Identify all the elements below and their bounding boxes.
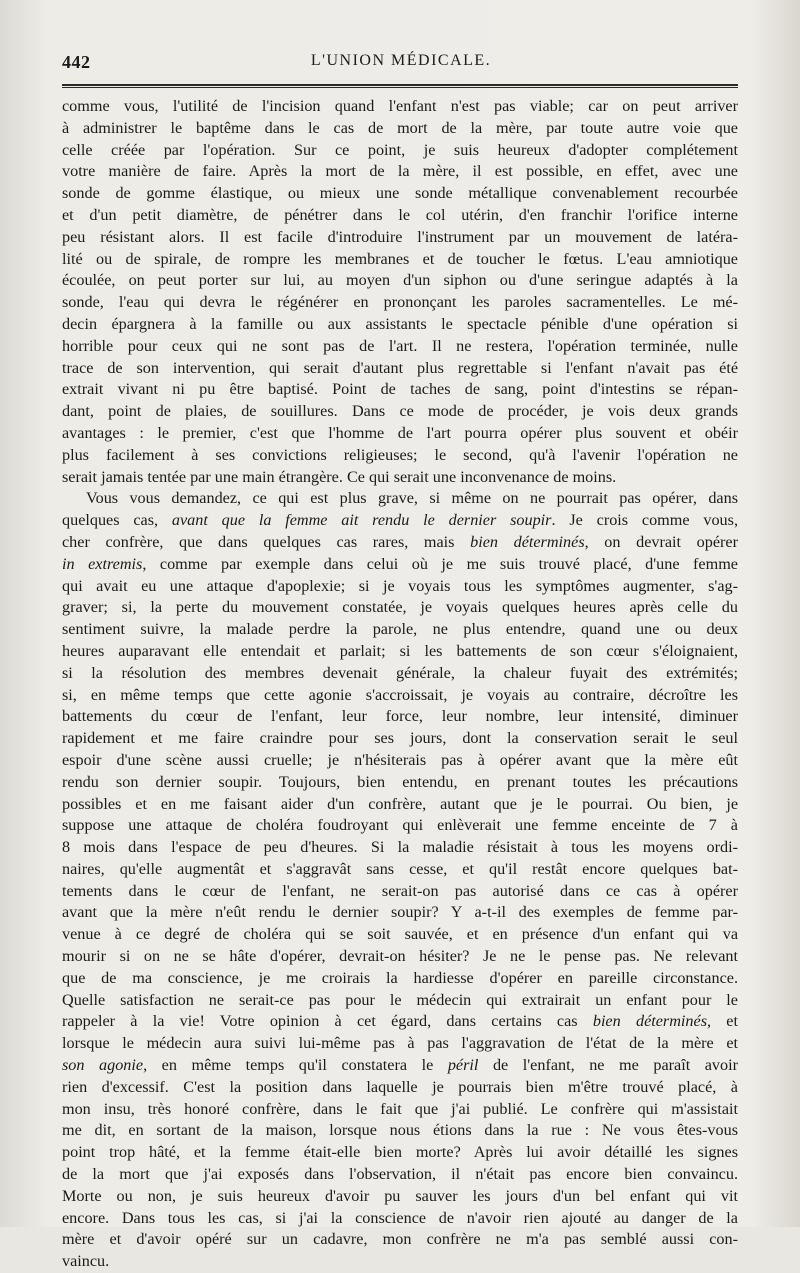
- header-rule: [62, 84, 738, 88]
- text-line: suppose une attaque de choléra foudroyant qui enlèverait une femme enceinte de 7 à: [62, 816, 738, 835]
- text-line: Quelle satisfaction ne serait-ce pas pour le médecin qui extrairait un enfant pour le: [62, 990, 738, 1009]
- text-line: rendu son dernier soupir. Toujours, bien entendu, en prenant toutes les précautions: [62, 772, 738, 791]
- text-line: écoulée, on peut porter sur lui, au moyen d'un siphon ou d'une seringue adaptés à la: [62, 271, 738, 290]
- text-line: mère et d'avoir opéré sur un cadavre, mon confrère ne m'a pas semblé aussi con-: [62, 1230, 738, 1249]
- text-line: que de ma conscience, je me croirais la hardiesse d'opérer en pareille circonstance.: [62, 968, 738, 987]
- text-line: battements du cœur de l'enfant, leur force, leur nombre, leur intensité, diminuer: [62, 707, 738, 726]
- text-line: trace de son intervention, qui serait d'autant plus regrettable si l'enfant n'avait pas été: [62, 358, 738, 377]
- text-line: à administrer le baptême dans le cas de mort de la mère, par toute autre voie que: [62, 118, 738, 137]
- text-line: rapidement et me faire craindre pour ses jours, dont la conservation serait le seul: [62, 729, 738, 748]
- text-line: horrible pour ceux qui ne sont pas de l'art. Il ne restera, l'opération terminée, nulle: [62, 336, 738, 355]
- text-line: extrait vivant ni pu être baptisé. Point de taches de sang, point d'intestins se répan-: [62, 380, 738, 399]
- running-title: L'UNION MÉDICALE.: [310, 52, 492, 69]
- text-line: naires, qu'elle augmentât et s'aggravât sans cesse, et qu'il restât encore quelques bat-: [62, 859, 738, 878]
- text-line: avant que la mère n'eût rendu le dernier soupir? Y a-t-il des exemples de femme par-: [62, 903, 738, 922]
- text-line: me dit, en sortant de la maison, lorsque nous étions dans la rue : Ne vous êtes-vous: [62, 1121, 738, 1140]
- text-line: son agonie, en même temps qu'il constatera le péril de l'enfant, ne me paraît avoir: [62, 1056, 738, 1075]
- text-line: de la mort que j'ai exposés dans l'observation, il n'était pas encore bien convaincu.: [62, 1165, 738, 1184]
- text-line: vaincu.: [62, 1252, 110, 1271]
- text-line: avantages : le premier, c'est que l'homme de l'art pourra opérer plus souvent et obéir: [62, 423, 738, 442]
- text-line: quelques cas, avant que la femme ait rendu le dernier soupir. Je crois comme vous,: [62, 511, 738, 530]
- text-line: encore. Dans tous les cas, si j'ai la conscience de n'avoir rien ajouté au danger de la: [62, 1208, 738, 1227]
- page-header: [62, 52, 740, 78]
- text-line: lorsque le médecin aura suivi lui-même pas à pas l'aggravation de l'état de la mère et: [62, 1034, 738, 1053]
- text-line: mourir si on ne se hâte d'opérer, devrait-on hésiter? Je ne le pense pas. Ne relevant: [62, 947, 738, 966]
- text-line: mon insu, très honoré confrère, dans le fait que j'ai publié. Le confrère qui m'assistait: [62, 1099, 738, 1118]
- text-line: comme vous, l'utilité de l'incision quand l'enfant n'est pas viable; car on peut arriver: [62, 97, 738, 115]
- text-line: Vous vous demandez, ce qui est plus grave, si même on ne pourrait pas opérer, dans: [86, 489, 738, 508]
- text-line: Morte ou non, je suis heureux d'avoir pu sauver les jours d'un bel enfant qui vit: [62, 1186, 738, 1205]
- text-line: rappeler à la vie! Votre opinion à cet égard, dans certains cas bien déterminés, et: [62, 1012, 738, 1031]
- text-line: lité ou de spirale, de rompre les membranes et de toucher le fœtus. L'eau amniotique: [62, 249, 738, 268]
- page-number: 442: [62, 52, 91, 72]
- text-line: cher confrère, que dans quelques cas rares, mais bien déterminés, on devrait opérer: [62, 532, 738, 551]
- text-line: qui avait eu une attaque d'apoplexie; si je voyais tous les symptômes augmenter, s'ag-: [62, 576, 738, 595]
- text-line: sonde de gomme élastique, ou mieux une sonde métallique convenablement recourbée: [62, 184, 738, 203]
- text-line: tements dans le cœur de l'enfant, ne serait-on pas autorisé dans ce cas à opérer: [62, 881, 738, 900]
- text-line: dant, point de plaies, de souillures. Dans ce mode de procéder, je vois deux grands: [62, 402, 738, 421]
- text-line: plus facilement à ses convictions religieuses; le second, qu'à l'avenir l'opération ne: [62, 445, 738, 464]
- text-line: serait jamais tentée par une main étrangère. Ce qui serait une inconvenance de moins.: [62, 467, 617, 486]
- text-line: celle créée par l'opération. Sur ce point, je suis heureux d'adopter complétement: [62, 140, 738, 159]
- text-line: sentiment suivre, la malade perdre la parole, ne plus entendre, quand une ou deux: [62, 620, 738, 639]
- text-line: point trop hâté, et la femme était-elle bien morte? Après lui avoir détaillé les signes: [62, 1143, 738, 1162]
- text-line: heures auparavant elle entendait et parlait; si les battements de son cœur s'éloignaient,: [62, 641, 738, 660]
- text-line: si, en même temps que cette agonie s'accroissait, je voyais au contraire, décroître les: [62, 685, 738, 704]
- text-line: votre manière de faire. Après la mort de la mère, il est possible, en effet, avec une: [62, 162, 738, 181]
- text-line: 8 mois dans l'espace de peu d'heures. Si la maladie résistait à tous les moyens ordi-: [62, 838, 738, 857]
- text-line: in extremis, comme par exemple dans celui où je me suis trouvé placé, d'une femme: [62, 554, 738, 573]
- text-line: si la résolution des membres devenait générale, la chaleur fuyait des extrémités;: [62, 663, 738, 682]
- text-line: sonde, l'eau qui devra le régénérer en prononçant les paroles sacramentelles. Le mé-: [62, 293, 738, 312]
- text-line: et d'un petit diamètre, de pénétrer dans le col utérin, d'en franchir l'orifice interne: [62, 205, 738, 224]
- text-line: venue à ce degré de choléra qui se soit sauvée, et en présence d'un enfant qui va: [62, 925, 738, 944]
- text-line: peu résistant alors. Il est facile d'introduire l'instrument par un mouvement de latéra-: [62, 227, 738, 246]
- text-line: possibles et en me faisant aider d'un confrère, autant que je le pourrai. Ou bien, je: [62, 794, 738, 813]
- text-line: espoir d'une scène aussi cruelle; je n'hésiterais pas à opérer avant que la mère eût: [62, 750, 738, 769]
- text-line: graver; si, la perte du mouvement constatée, je voyais quelques heures après celle du: [62, 598, 738, 617]
- body-text: [62, 96, 738, 1273]
- text-line: decin épargnera à la famille ou aux assistants le spectacle pénible d'une opération si: [62, 314, 738, 333]
- text-line: rien d'excessif. C'est la position dans laquelle je pourrais bien m'être trouvé placé, à: [62, 1077, 738, 1096]
